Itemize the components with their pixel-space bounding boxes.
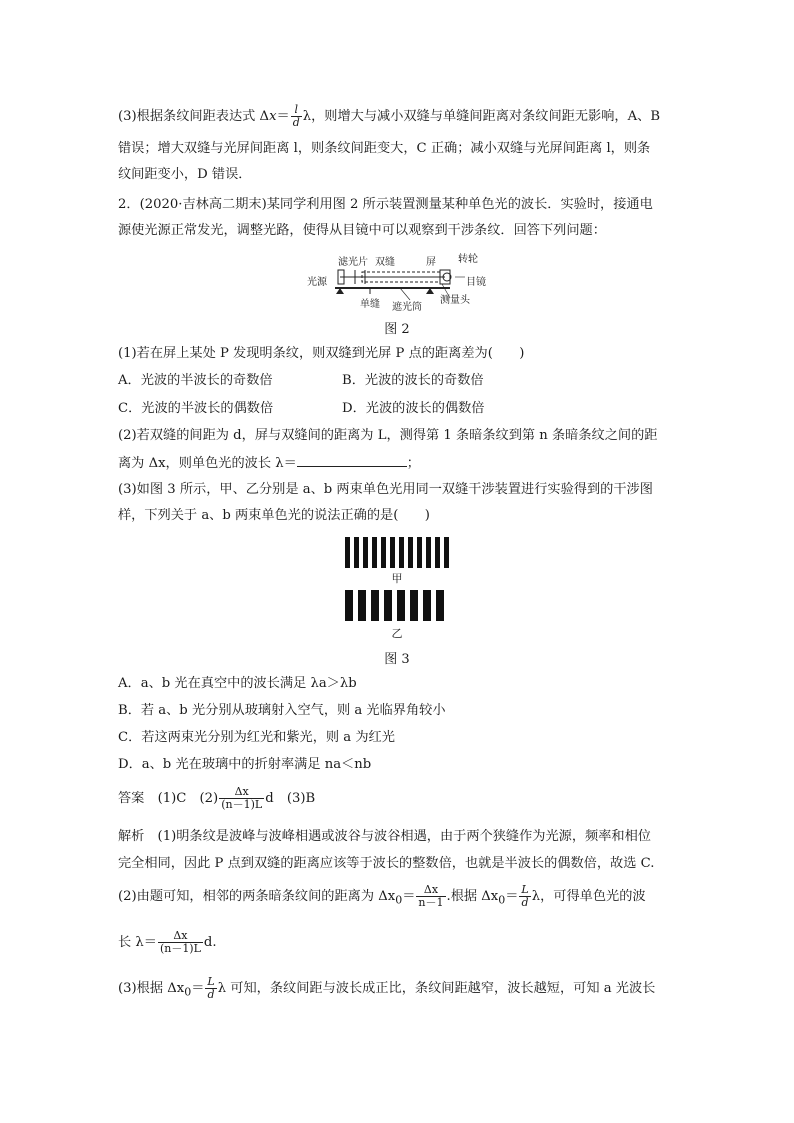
analysis-line-2: 完全相同，因此 P 点到双缝的距离应该等于波长的整数倍，也就是半波长的偶数倍，故选 C. (118, 856, 655, 871)
label-wheel: 转轮 (458, 254, 478, 265)
label-tube: 遮光筒 (392, 302, 422, 313)
fringe-b-label: 乙 (391, 627, 403, 640)
q2-part-3-line-2: 样，下列关于 a、b 两束单色光的说法正确的是( ) (118, 508, 430, 523)
option-3a: A．a、b 光在真空中的波长满足 λa＞λb (118, 676, 357, 691)
figure-3-caption: 图 3 (384, 652, 410, 667)
option-3c: C．若这两束光分别为红光和紫光，则 a 为红光 (118, 730, 395, 745)
label-double-slit: 双缝 (375, 257, 395, 268)
label-eyepiece: 目镜 (466, 277, 486, 288)
q2-part-2-line-1: (2)若双缝的间距为 d，屏与双缝间的距离为 L，测得第 1 条暗条纹到第 n 条暗条纹之间的距 (118, 428, 658, 443)
label-light-source: 光源 (307, 277, 327, 288)
fraction-l-over-d: $\frac{l}{d}$ (292, 103, 300, 129)
analysis-line-4: 长 λ＝ $\frac{\Delta x}{(n-1)L}$ d. (118, 929, 217, 955)
label-measuring-head: 测量头 (440, 295, 470, 306)
option-1b: B．光波的波长的奇数倍 (342, 373, 484, 388)
prev-line-1: (3)根据条纹间距表达式 Δx＝ $\frac{l}{d}$ λ，则增大与减小双缝与单缝间距离对条纹间距无影响，A、B (118, 103, 661, 129)
option-1c: C．光波的半波长的偶数倍 (118, 401, 274, 416)
prev-line-2: 错误；增大双缝与光屏间距离 l，则条纹间距变大，C 正确；减小双缝与光屏间距离 l，则条 (118, 141, 651, 156)
q2-part-2-line-2: 离为 Δx，则单色光的波长 λ＝ ； (118, 456, 420, 471)
figure-2-caption: 图 2 (384, 322, 410, 337)
answer-fraction: $\frac{\Delta x}{(n-1)L}$ (221, 785, 263, 811)
analysis-label: 解析 (118, 829, 145, 844)
q2-stem-2: 源使光源正常发光，调整光路，使得从目镜中可以观察到干涉条纹．回答下列问题： (118, 223, 606, 238)
analysis-line-3: (2)由题可知，相邻的两条暗条纹间的距离为 $\Delta x_0=$ $\frac{\Delta x}{n-1}$ .根据 $\Delta x_0=$ $\frac{L}{d}$ λ，可得单色光的波 (118, 883, 646, 909)
q2-part-3-line-1: (3)如图 3 所示，甲、乙分别是 a、b 两束单色光用同一双缝干涉装置进行实验得到的干涉图 (118, 482, 653, 497)
prev-line-3: 纹间距变小，D 错误． (118, 167, 252, 182)
fringe-a-label: 甲 (391, 572, 403, 585)
fringe-pattern-b (345, 590, 449, 621)
analysis-line-5: (3)根据 $\Delta x_0=$ $\frac{L}{d}$ λ 可知，条纹间距与波长成正比，条纹间距越窄，波长越短，可知 a 光波长 (118, 975, 656, 1001)
label-screen: 屏 (426, 257, 436, 268)
answer-line: 答案 (1)C (2) $\frac{\Delta x}{(n-1)L}$ d (3)B (118, 785, 316, 811)
option-3b: B．若 a、b 光分别从玻璃射入空气，则 a 光临界角较小 (118, 703, 446, 718)
label-filter: 滤光片 (338, 257, 368, 268)
answer-label: 答案 (118, 791, 145, 806)
fringe-pattern-a (345, 537, 449, 568)
option-3d: D．a、b 光在玻璃中的折射率满足 na＜nb (118, 757, 372, 772)
option-1d: D．光波的波长的偶数倍 (342, 401, 485, 416)
q2-stem-1: 2．(2020·吉林高二期末)某同学利用图 2 所示装置测量某种单色光的波长．实验时，接通电 (118, 197, 653, 212)
answer-blank[interactable] (297, 454, 407, 467)
q2-part-1: (1)若在屏上某处 P 发现明条纹，则双缝到光屏 P 点的距离差为( ) (118, 346, 525, 361)
label-single-slit: 单缝 (360, 299, 380, 310)
option-1a: A．光波的半波长的奇数倍 (118, 373, 273, 388)
analysis-line-1: 解析 (1)明条纹是波峰与波峰相遇或波谷与波谷相遇，由于两个狭缝作为光源，频率和相位 (118, 829, 651, 844)
